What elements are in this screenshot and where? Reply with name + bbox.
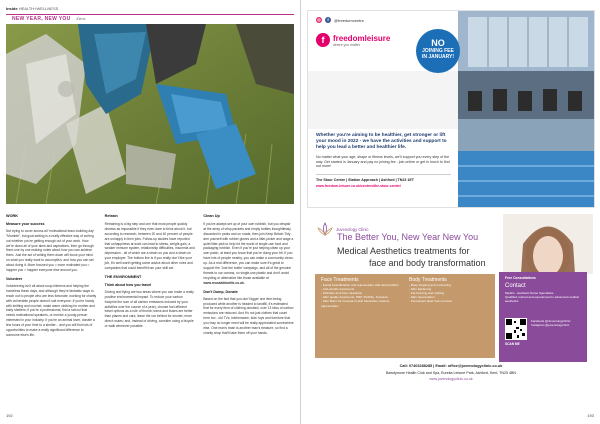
article-column-2 xyxy=(105,214,196,342)
subheading-donate: Don't Dump, Donate xyxy=(203,289,238,294)
column-heading-environment: THE ENVIRONMENT xyxy=(104,274,142,279)
paragraph-retrain: Retraining is a big step and one that most people quickly dismiss as impossible if they even dare to think about it, but according to research, between 20 and 40 percent of people are unhappy in their jobs. Follow-up studies have reported that unhappiness at work can lead to stress, weight gain, a weaker immune system, relationship difficulties, insomnia and depression - all of which are a strain on you and a strain on your employer. The bottom line is if you really don't like your job, it's well worth getting some advice about other roles and companies that could benefit from your skill set. xyxy=(104,221,195,271)
freedom-leisure-tagline: where you matter xyxy=(333,42,361,47)
paragraph-donate: Based on the fact that you don't tigger one item being produced while another is headed to landfill, it's estimated that for every item of clothing donated, over 13 kilos of carbon emissions are reduced. And it's not just clothes that count here too - old TVs, kitchenware, kids' toys and furniture that you may no longer need will be really appreciated somewhere else. One man's trash is another man's treasure, so find a charity shop that'll take them off your hands. xyxy=(203,296,294,335)
scan-me-label: SCAN ME xyxy=(505,342,520,346)
paragraph-volunteer: Volunteering isn't all about soup kitchens and helping the homeless these days, and although they're fantastic ways to reach out to people who are less fortunate, working for charity with vulnerable people doesn't suit everyone. If you're handy with knitting and crochet, make warm clothing for mother and baby shelters; if you're a professional, find a school that needs motivational speakers, or mentor a young person interested in your industry. If you're an animal lover, donate a few hours of your time to a shelter... and you will find lots of opportunities to make a really significant difference to someone else's life. xyxy=(6,283,97,337)
subheading-measure-success: Measure your success xyxy=(6,221,45,226)
magazine-header xyxy=(6,6,58,11)
instagram-icon[interactable]: ◎ xyxy=(317,17,321,22)
subheading-volunteer: Volunteer xyxy=(6,276,23,281)
juvenology-clinic-ad xyxy=(307,214,595,410)
clinic-name: Juvenology Clinic xyxy=(336,226,369,232)
freedom-leisure-logo-icon: f xyxy=(316,33,330,47)
no-joining-fee-badge xyxy=(416,29,460,73)
model-portrait xyxy=(503,214,593,274)
reusable-bottle-link[interactable]: www.reusablebottle.co.uk. xyxy=(203,280,245,285)
social-row xyxy=(316,17,364,23)
article-columns xyxy=(6,214,294,342)
column-heading-work: WORK xyxy=(6,214,19,218)
treatments-panel xyxy=(315,274,495,358)
lotus-icon xyxy=(317,222,333,236)
paragraph-travel: Driving and flying are two areas where you can make a really positive environmental impact. To reduce your carbon footprint the sum of all carbon emissions induced by your activities over the course of a year), choose fuel-efficient travel options as a rule of thumb; trains and buses are better than planes and cars; leave the car behind for shorter, more direct routes; and, instead of driving, consider using a bicycle or walk wherever possible. xyxy=(104,289,194,329)
facebook-icon[interactable]: f xyxy=(325,17,331,23)
paragraph-measure-success: Not trying to cover across all 'motivational team-building day' "Mumble", but goal-setting is a really effective way of sorting out whether you're getting enough out of your work. How we're down all of your aims and aspirations, then go through them one by one making notes about how you can achieve them. Just the act of writing them down will focus your mind on what you really want to accomplish, and how you can set about doing it. More focused you = more motivated you = happier you = happier everyone else around you. xyxy=(6,228,95,273)
paragraph-clean-up xyxy=(203,222,294,286)
contact-panel xyxy=(499,272,587,362)
section-suffix: Zero xyxy=(76,16,86,21)
clean-up-text: If you've always set up of your own rubbish, but you despair at the array of crisp packets and empty bottles thoughtlessly discarded in parks and on roads, then join Keep Britain Tidy - arm yourself with rubber gloves and a litter-picker and wage a quiet litter-pick to help rid the world of single-use food and packaging rubbish. Even if you're just helping clean up your own patch, at least you know that you're doing your bit. If you have lots of people nearby, you can make a community clean-up. As a real difference, you can make sure it's great to support the 'Just the bottle' campaign, and all of the genuine threats to our oceans, so single-use plastic and don't avoid recycling or alternative like those available at xyxy=(203,221,294,280)
litter-picking-photo xyxy=(6,24,294,204)
badge-line-2: JOINING FEE xyxy=(422,48,454,54)
contact-title: Contact xyxy=(505,283,526,289)
face-treatments-list: - Facial beautification and rejuvenation with dermal fillers - Anti-wrinkle treatments - Wrinkles and lines relaxation - Skin quality treatments, PRP, Profhilo, Sunekos - Skin fillers for removal of skin blemishes, lesions, pigmentation xyxy=(321,283,399,308)
section-title xyxy=(12,16,86,22)
freedom-leisure-logo xyxy=(316,33,390,47)
clinic-phone-email: Call: 07403288285 | Email: office@juvenologyclinic.co.uk xyxy=(399,364,503,368)
social-handle: @freedomcentre xyxy=(334,17,364,23)
clinic-title-line-2: face and body transformation xyxy=(369,258,486,268)
body-treatments-list: - Body shaping and contouring - Skin tightening - Fat freezing and melting - Skin rejuvenation - Permanent laser hair removal xyxy=(409,283,452,304)
article-column-1 xyxy=(6,214,97,342)
page-number-left: 192 xyxy=(6,413,13,418)
clinic-socials: Facebook @JuvenologyClinic Instagram @juvenologyclinic xyxy=(531,319,571,327)
freedom-subtext: No matter what your age, shape or fitness levels, we'll support you every step of the way. Get started in January and pay no joining fee - join online or get in touch to find out more! xyxy=(316,155,450,169)
freedom-headline: Whether you're aiming to be healthier, get stronger or lift your mood in 2022 - we have the activities and support to help you lead a better and healthier life. xyxy=(316,133,447,150)
face-treatments-title: Face Treatments xyxy=(321,277,359,283)
page-number-right: 193 xyxy=(587,413,594,418)
body-treatments-title: Body Treatments xyxy=(409,277,447,283)
body-treatments xyxy=(409,278,491,304)
magazine-brand: Inside xyxy=(6,6,18,11)
magazine-section: HEALTH+WELLNESS xyxy=(18,6,59,11)
subheading-travel: Think about how you travel xyxy=(104,282,152,287)
freedom-leisure-ad xyxy=(307,10,595,208)
column-heading-clean-up: Clean Up xyxy=(203,214,220,218)
freedom-address: The Stour Centre | Station Approach | Ashford | TN23 1ET xyxy=(316,174,451,182)
freedom-leisure-brand: freedomleisure xyxy=(333,33,391,43)
freedom-leisure-copy xyxy=(316,133,451,188)
contact-headline: Free Consultations xyxy=(505,276,536,280)
clinic-url[interactable]: www.juvenologyclinic.co.uk xyxy=(429,377,473,381)
badge-line-1: NO xyxy=(431,38,445,48)
right-page xyxy=(300,0,600,424)
face-treatments xyxy=(321,278,403,308)
clinic-address: Bawdymore Health Club and Spa, Eureka Leisure Park, Ashford, Kent, TN25 4BN xyxy=(386,371,516,375)
qr-code-icon[interactable] xyxy=(505,318,527,340)
column-heading-retrain: Retrain xyxy=(104,214,118,218)
clinic-tagline: The Better You, New Year New You xyxy=(337,232,479,242)
freedom-url[interactable]: www.freedom-leisure.co.uk/centres/the-stour-centre/ xyxy=(316,183,401,188)
section-title-text: NEW YEAR, NEW YOU xyxy=(12,16,71,22)
badge-line-3: IN JANUARY! xyxy=(421,54,455,60)
clinic-title-line-1: Medical Aesthetics treatments for xyxy=(337,246,470,256)
photo-illustration xyxy=(6,24,294,204)
article-column-3 xyxy=(203,214,294,342)
contact-details: Medics - Aesthetic Nurse Specialists Qualified, trained and experienced in advanced medical aesthetics xyxy=(505,291,579,303)
